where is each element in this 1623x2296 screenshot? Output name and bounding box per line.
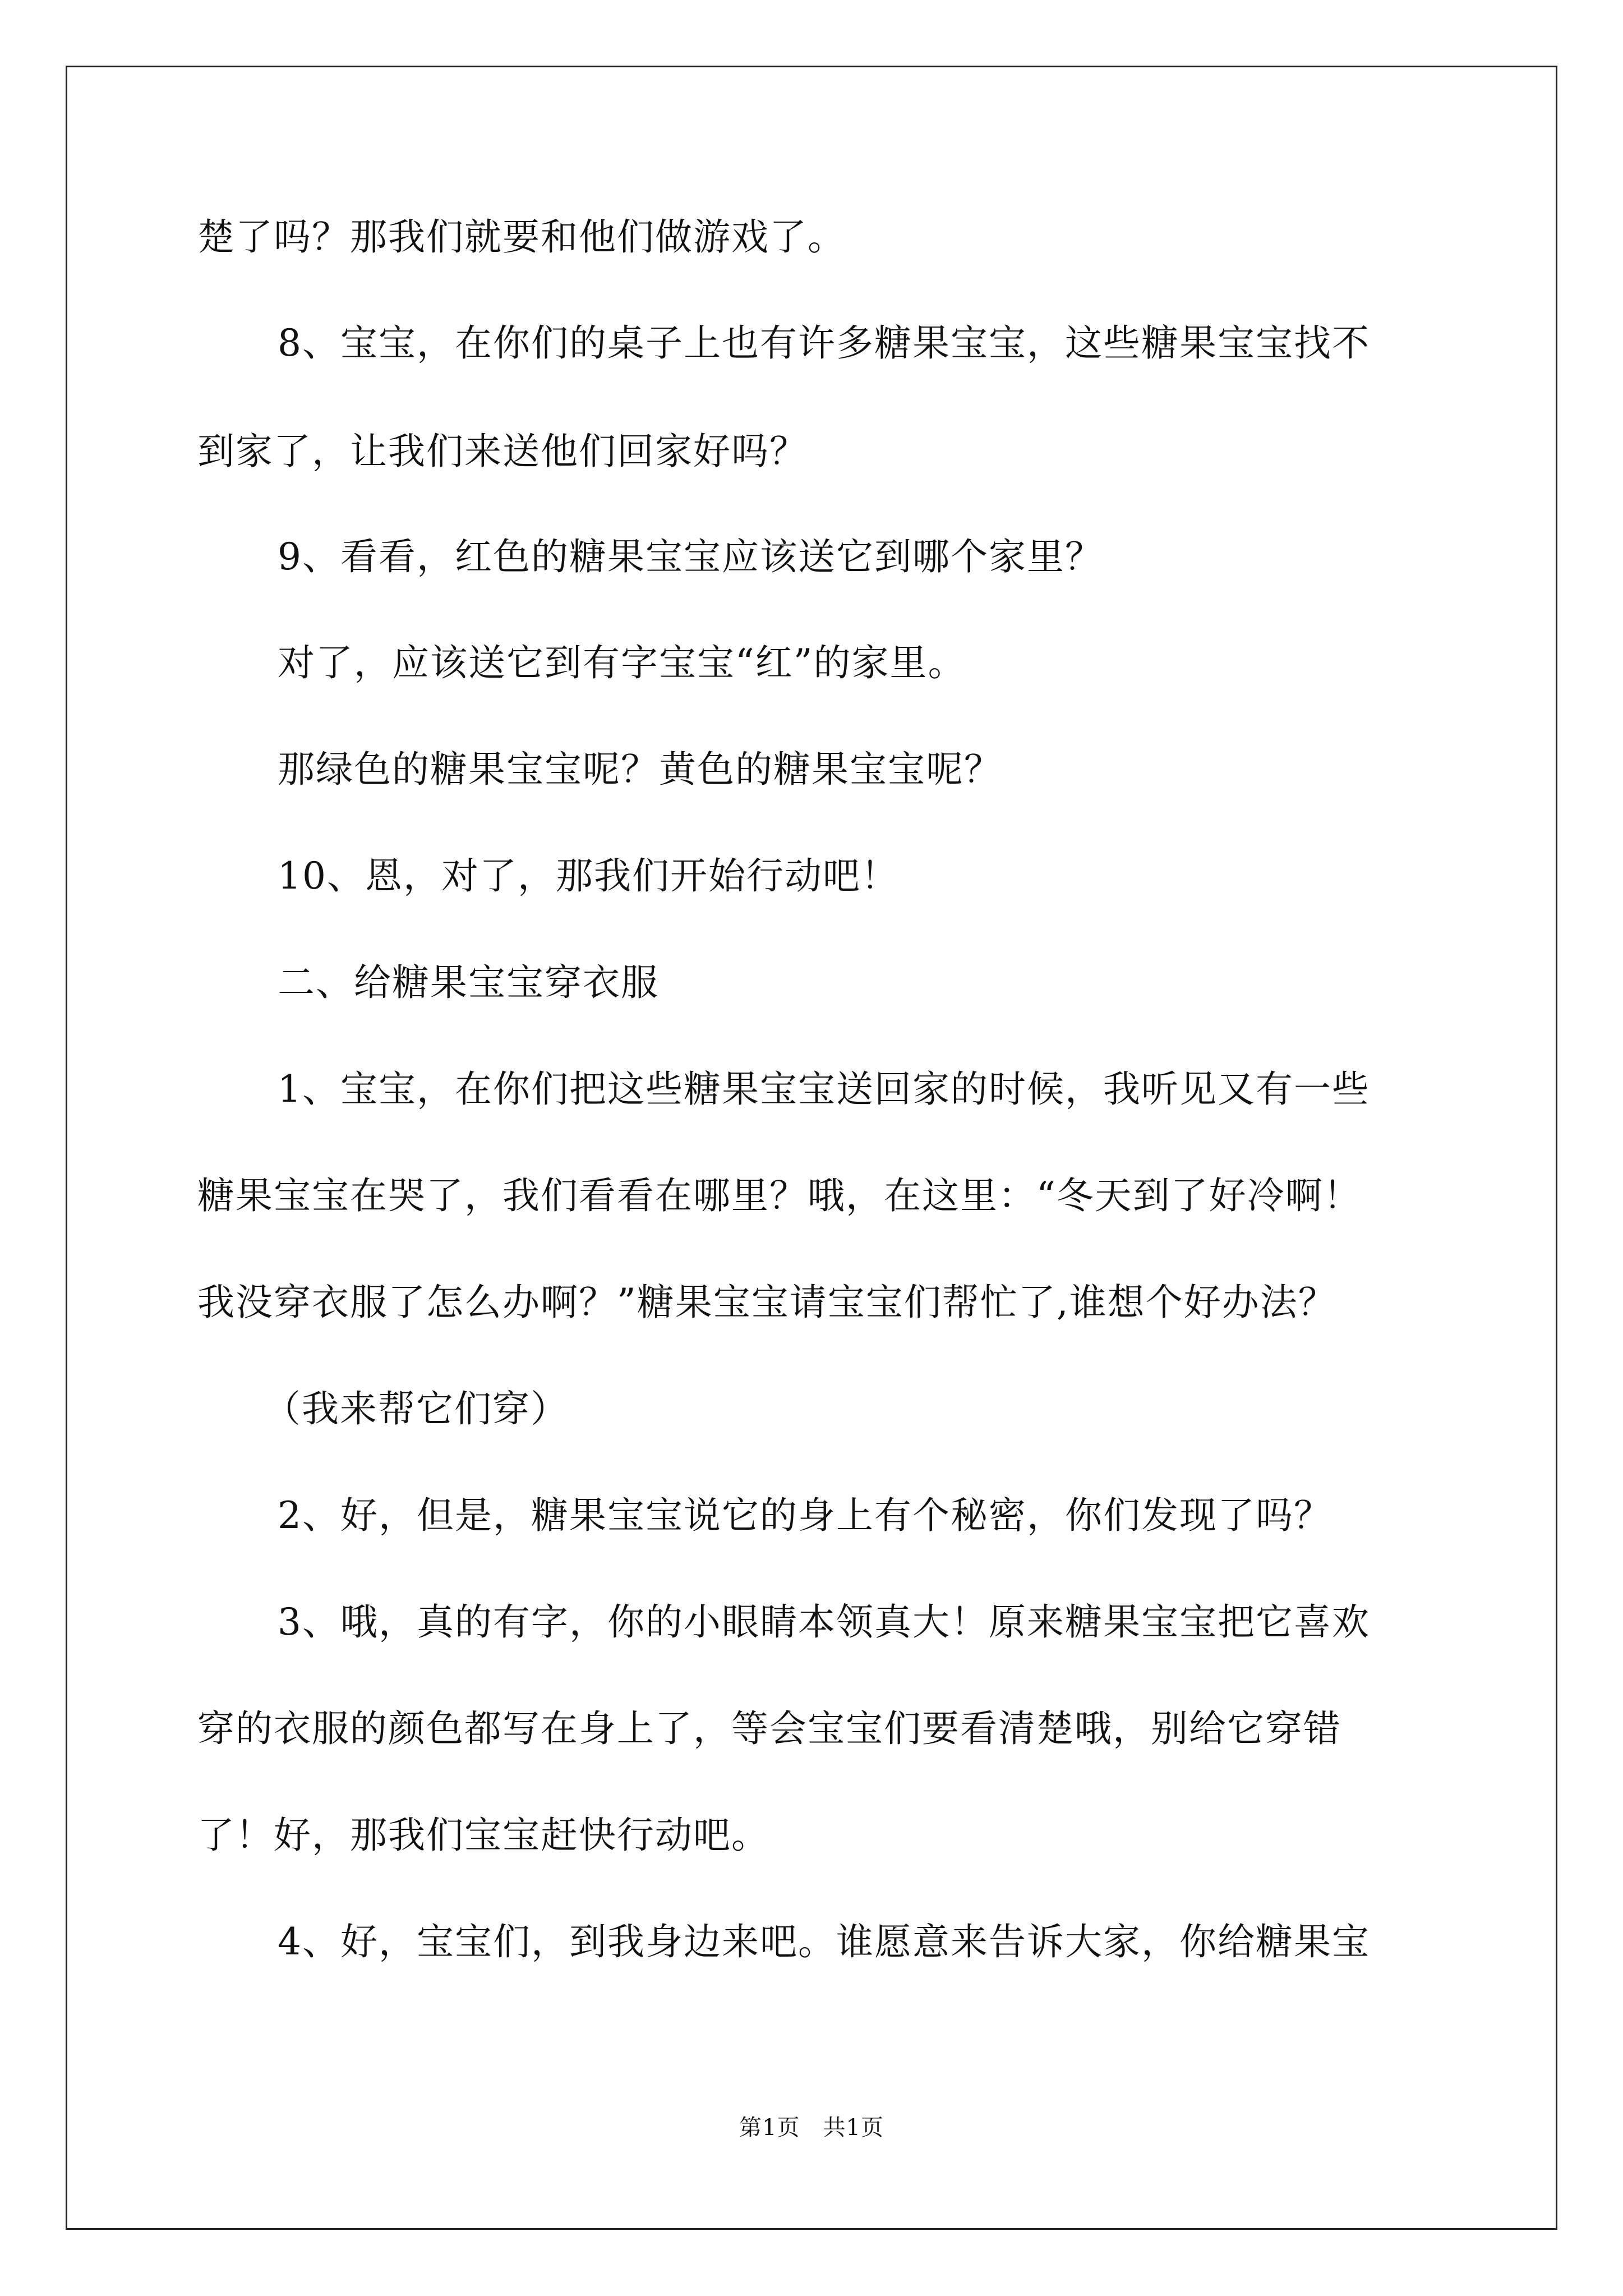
text-line: 8、宝宝，在你们的桌子上也有许多糖果宝宝，这些糖果宝宝找不 [278, 321, 1370, 365]
text-line: 到家了，让我们来送他们回家好吗？ [197, 430, 808, 473]
text-line: 2、好，但是，糖果宝宝说它的身上有个秘密，你们发现了吗？ [278, 1494, 1332, 1537]
page-footer: 第1页 共1页 [739, 2115, 884, 2141]
text-line: 1、宝宝，在你们把这些糖果宝宝送回家的时候，我听见又有一些 [278, 1068, 1370, 1111]
text-line: 对了，应该送它到有字宝宝“红”的家里。 [278, 641, 966, 684]
text-line: 了！好，那我们宝宝赶快行动吧。 [197, 1814, 769, 1857]
page-border [66, 66, 1557, 2230]
section-heading: 二、给糖果宝宝穿衣服 [278, 961, 659, 1004]
text-line: 我没穿衣服了怎么办啊？”糖果宝宝请宝宝们帮忙了,谁想个好办法？ [197, 1281, 1336, 1324]
text-line: 穿的衣服的颜色都写在身上了，等会宝宝们要看清楚哦，别给它穿错 [197, 1707, 1341, 1750]
text-line: 楚了吗？那我们就要和他们做游戏了。 [197, 215, 846, 259]
text-line: （我来帮它们穿） [264, 1387, 569, 1430]
text-line: 糖果宝宝在哭了，我们看看在哪里？哦，在这里：“冬天到了好冷啊！ [197, 1174, 1362, 1217]
text-line: 9、看看，红色的糖果宝宝应该送它到哪个家里？ [278, 535, 1103, 578]
text-line: 10、恩，对了，那我们开始行动吧！ [278, 854, 899, 898]
text-line: 那绿色的糖果宝宝呢？黄色的糖果宝宝呢？ [278, 748, 1002, 791]
text-line: 3、哦，真的有字，你的小眼睛本领真大！原来糖果宝宝把它喜欢 [278, 1600, 1370, 1644]
text-line: 4、好，宝宝们，到我身边来吧。谁愿意来告诉大家，你给糖果宝 [278, 1920, 1370, 1963]
